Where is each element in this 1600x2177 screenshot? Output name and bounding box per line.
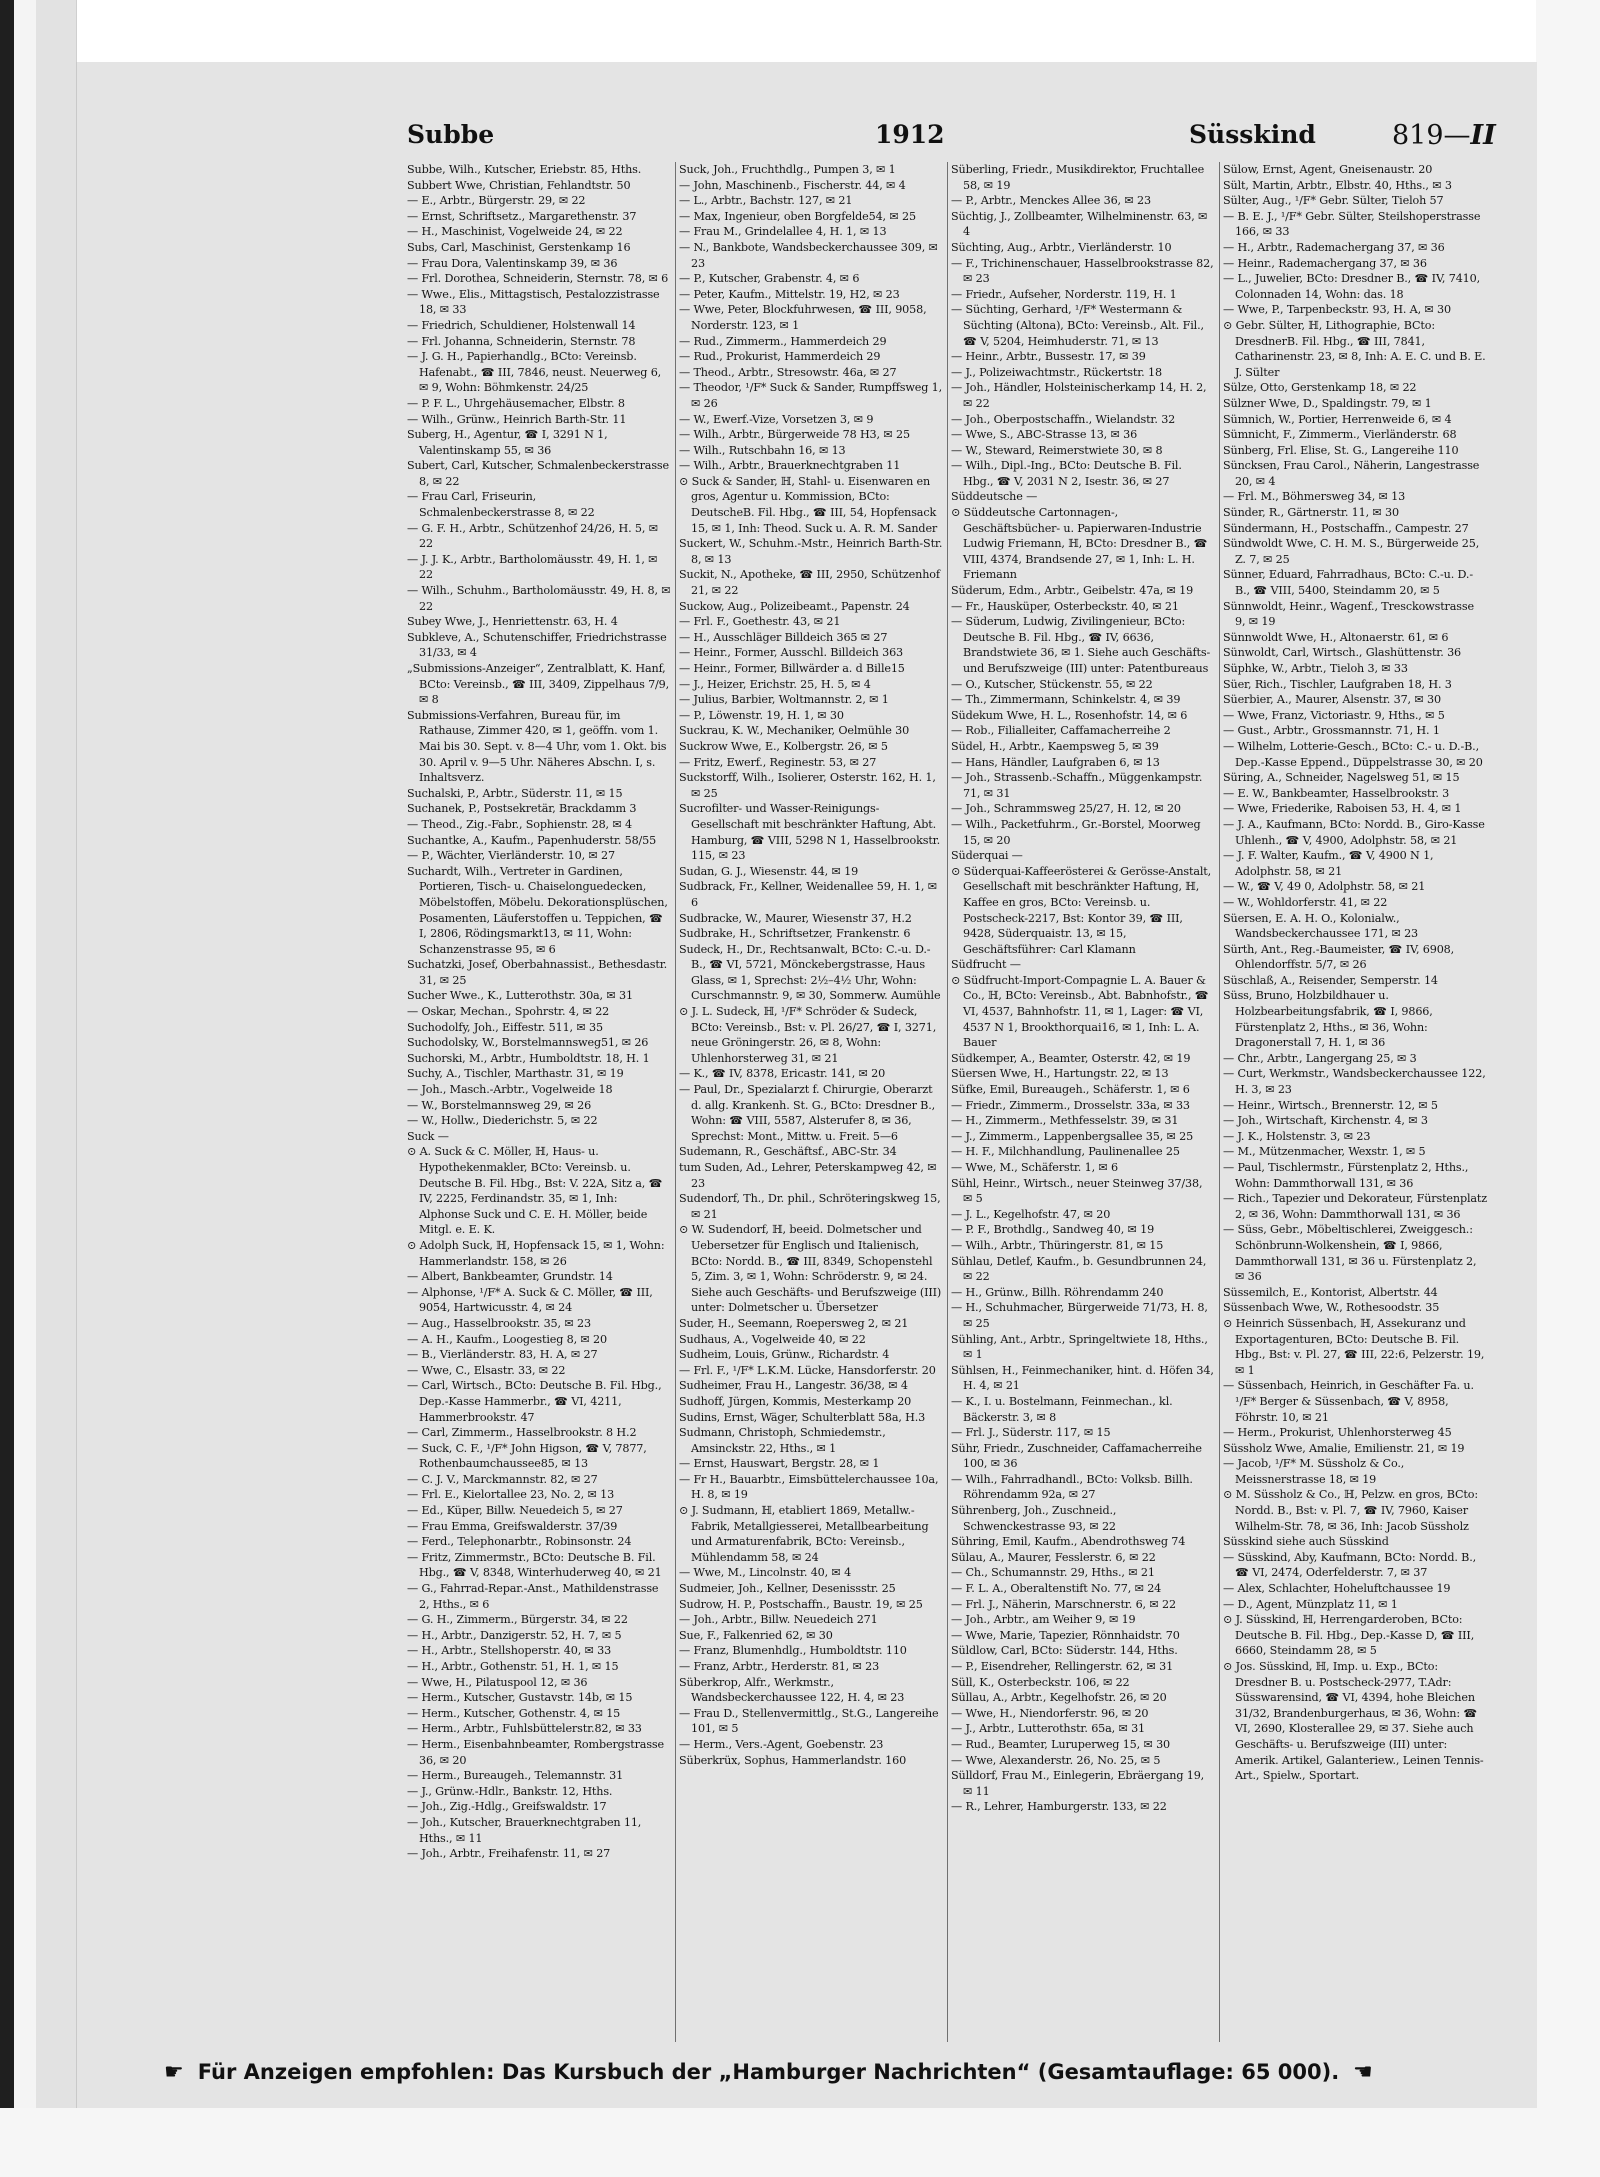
scan-edge-dark	[0, 0, 14, 2177]
directory-entry: — Heinr., Arbtr., Bussestr. 17, ✉ 39	[951, 350, 1146, 364]
directory-entry: — Curt, Werkmstr., Wandsbeckerchaussee 122, H. 3, ✉ 23	[1223, 1067, 1486, 1097]
directory-entry: Süncksen, Frau Carol., Näherin, Langestrasse 20, ✉ 4	[1223, 459, 1480, 488]
directory-entry: — Joh., Kutscher, Brauerknechtgraben 11, Hths., ✉ 11	[407, 1815, 642, 1845]
directory-entry: Süchting, Aug., Arbtr., Vierländerstr. 10	[951, 240, 1172, 254]
directory-entry: — Wwe, M., Schäferstr. 1, ✉ 6	[951, 1161, 1118, 1174]
directory-entry: — Frl. Dorothea, Schneiderin, Sternstr. 78, ✉ 6	[407, 272, 669, 286]
directory-entry: — O., Kutscher, Stückenstr. 55, ✉ 22	[951, 677, 1153, 691]
directory-entry: Suberg, H., Agentur, ☎ I, 3291 N 1, Valentinskamp 55, ✉ 36	[407, 428, 608, 457]
directory-entry: — H., Arbtr., Stellshoperstr. 40, ✉ 33	[407, 1644, 612, 1658]
directory-entry: — G., Fahrrad-Repar.-Anst., Mathildenstrasse 2, Hths., ✉ 6	[407, 1582, 659, 1611]
directory-entry: — Wwe, Peter, Blockfuhrwesen, ☎ III, 9058, Norderstr. 123, ✉ 1	[679, 303, 927, 332]
directory-entry: Suchodolfy, Joh., Eiffestr. 511, ✉ 35	[407, 1020, 603, 1034]
directory-entry: Sudmeier, Joh., Kellner, Desenissstr. 25	[679, 1582, 896, 1596]
directory-entry: — Frau Carl, Friseurin, Schmalenbeckerstrasse 8, ✉ 22	[407, 490, 595, 520]
directory-entry: — Wilh., Schuhm., Bartholomäusstr. 49, H. 8, ✉ 22	[407, 584, 671, 613]
directory-entry: Sünwoldt, Carl, Wirtsch., Glashüttenstr. 36	[1223, 646, 1462, 660]
directory-entry: — Rud., Beamter, Luruperweg 15, ✉ 30	[951, 1737, 1171, 1751]
directory-entry: — Herm., Kutscher, Gustavstr. 14b, ✉ 15	[407, 1691, 633, 1705]
directory-entry: — W., ☎ V, 49 0, Adolphstr. 58, ✉ 21	[1223, 880, 1426, 894]
directory-entry: Süersen Wwe, H., Hartungstr. 22, ✉ 13	[951, 1067, 1169, 1081]
directory-entry: — Wilhelm, Lotterie-Gesch., BCto: C.- u. D.-B., Dep.-Kasse Eppend., Düppelstrasse 30, ✉ 20	[1223, 739, 1483, 769]
directory-entry: — Wwe, Alexanderstr. 26, No. 25, ✉ 5	[951, 1753, 1161, 1767]
directory-entry: — W., Steward, Reimerstwiete 30, ✉ 8	[951, 443, 1163, 457]
previous-page-edge	[36, 0, 77, 2177]
directory-entry: — Max, Ingenieur, oben Borgfelde54, ✉ 25	[679, 209, 916, 223]
page-number-suffix: II	[1470, 120, 1496, 151]
directory-entry: Südel, H., Arbtr., Kaempsweg 5, ✉ 39	[951, 739, 1159, 753]
business-advertisement-entry: ⊙ Suck & Sander, ℍ, Stahl- u. Eisenwaren en gros, Agentur u. Kommission, BCto: DeutscheB. Fil. Hbg., ☎ III, 54, Hopfensack 15, ✉ 1, Inh: Theod. Suck u. A. R. M. Sander	[679, 474, 938, 535]
directory-entry: Süberling, Friedr., Musikdirektor, Fruchtallee 58, ✉ 19	[951, 163, 1205, 192]
directory-entry: — Frau M., Grindelallee 4, H. 1, ✉ 13	[679, 225, 887, 239]
directory-entry: — Wilh., Arbtr., Thüringerstr. 81, ✉ 15	[951, 1238, 1164, 1252]
directory-entry: Sünberg, Frl. Elise, St. G., Langereihe 110	[1223, 443, 1459, 457]
directory-entry: — B., Vierländerstr. 83, H. A, ✉ 27	[407, 1348, 598, 1362]
directory-entry: — Süderum, Ludwig, Zivilingenieur, BCto: Deutsche B. Fil. Hbg., ☎ IV, 6636, Brandstwiete 36, ✉ 1. Siehe auch Geschäfts- und Berufszweige (III) unter: Patentbureaus	[951, 615, 1211, 675]
directory-entry: — Wwe, H., Pilatuspool 12, ✉ 36	[407, 1675, 588, 1689]
business-advertisement-entry: ⊙ Jos. Süsskind, ℍ, Imp. u. Exp., BCto: Dresdner B. u. Postscheck-2977, T.Adr: Süsswarensind, ☎ VI, 4394, hohe Bleichen 31/32, Brandenburgerhaus, ✉ 36, Wohn: ☎ VI, 2690, Klosterallee 29, ✉ 37. Siehe auch Geschäfts- u. Berufszweige (III) unter: Amerik. Artikel, Galanteriew., Leinen Tennis-Art., Spielw., Sportart.	[1223, 1660, 1484, 1783]
directory-entry: Süssenbach Wwe, W., Rothesoodstr. 35	[1223, 1301, 1440, 1315]
business-advertisement-entry: ⊙ A. Suck & C. Möller, ℍ, Haus- u. Hypothekenmakler, BCto: Vereinsb. u. Deutsche B. Fil. Hbg., Bst: V. 22A, Sitz a, ☎ IV, 2225, Ferdinandstr. 35, ✉ 1, Inh: Alphonse Suck und C. E. H. Möller, beide Mitgl. e. E. K.	[407, 1145, 663, 1237]
directory-entry: — P., Arbtr., Menckes Allee 36, ✉ 23	[951, 194, 1151, 208]
directory-entry: — L., Juwelier, BCto: Dresdner B., ☎ IV, 7410, Colonnaden 14, Wohn: das. 18	[1223, 272, 1481, 301]
directory-entry: Sült, Martin, Arbtr., Elbstr. 40, Hths., ✉ 3	[1223, 178, 1452, 192]
business-advertisement-entry: ⊙ Süderquai-Kaffeerösterei & Gerösse-Anstalt, Gesellschaft mit beschränkter Haftung, ℍ, Kaffee en gros, BCto: Vereinsb. u. Postscheck-2217, Bst: Kontor 39, ☎ III, 9428, Süderquaistr. 13, ✉ 15, Geschäftsführer: Carl Klamann	[951, 864, 1212, 956]
directory-entry: Sudemann, R., Geschäftsf., ABC-Str. 34	[679, 1145, 897, 1159]
directory-entry: Süderum, Edm., Arbtr., Geibelstr. 47a, ✉ 19	[951, 584, 1194, 598]
directory-entry: — J. F. Walter, Kaufm., ☎ V, 4900 N 1, Adolphstr. 58, ✉ 21	[1223, 849, 1434, 878]
directory-entry: — E. W., Bankbeamter, Hasselbrookstr. 3	[1223, 786, 1450, 800]
directory-entry: Suchardt, Wilh., Vertreter in Gardinen, Portieren, Tisch- u. Chaiselonguedecken, Möbelstoffen, Möbelu. Dekorationsplüschen, Posamenten, Läuferstoffen u. Teppichen, ☎ I, 2806, Rödingsmarkt13, ✉ 11, Wohn: Schanzenstrasse 95, ✉ 6	[407, 864, 668, 956]
directory-entry: Sucrofilter- und Wasser-Reinigungs-Gesellschaft mit beschränkter Haftung, Abt. Hamburg, ☎ VIII, 5298 N 1, Hasselbrookstr. 115, ✉ 23	[679, 802, 941, 863]
directory-entry: — Ed., Küper, Billw. Neuedeich 5, ✉ 27	[407, 1504, 623, 1518]
directory-entry: — Joh., Oberpostschaffn., Wielandstr. 32	[951, 412, 1176, 426]
directory-entry: — H., Schuhmacher, Bürgerweide 71/73, H. 8, ✉ 25	[951, 1301, 1208, 1330]
directory-entry: — Oskar, Mechan., Spohrstr. 4, ✉ 22	[407, 1005, 610, 1019]
directory-entry: „Submissions-Anzeiger“, Zentralblatt, K. Hanf, BCto: Vereinsb., ☎ III, 3409, Zippelhaus 7/9, ✉ 8	[407, 662, 670, 707]
directory-entry: — Rud., Zimmerm., Hammerdeich 29	[679, 334, 887, 348]
directory-entry: Suchanek, P., Postsekretär, Brackdamm 3	[407, 802, 637, 816]
directory-entry: — H., Maschinist, Vogelweide 24, ✉ 22	[407, 225, 623, 239]
running-head	[407, 120, 1497, 156]
directory-entry: Sue, F., Falkenried 62, ✉ 30	[679, 1628, 833, 1642]
directory-entry: — Fritz, Zimmermstr., BCto: Deutsche B. Fil. Hbg., ☎ V, 8348, Winterhuderweg 40, ✉ 21	[407, 1550, 662, 1580]
directory-entry: — H., Arbtr., Danzigerstr. 52, H. 7, ✉ 5	[407, 1628, 622, 1642]
directory-entry: — Wilh., Packetfuhrm., Gr.-Borstel, Moorweg 15, ✉ 20	[951, 817, 1201, 847]
directory-entry: — W., Hollw., Diederichstr. 5, ✉ 22	[407, 1114, 598, 1128]
pointing-hand-right-icon: ☛	[164, 2060, 184, 2085]
directory-entry: Süderquai —	[951, 849, 1023, 863]
directory-entry: — Heinr., Wirtsch., Brennerstr. 12, ✉ 5	[1223, 1098, 1438, 1112]
column-2	[679, 162, 943, 2042]
directory-entry: Suchorski, M., Arbtr., Humboldtstr. 18, H. 1	[407, 1051, 650, 1065]
directory-entry: Süer, Rich., Tischler, Laufgraben 18, H. 3	[1223, 677, 1452, 691]
directory-entry: — Aug., Hasselbrookstr. 35, ✉ 23	[407, 1316, 591, 1330]
directory-entry: Sudbrack, Fr., Kellner, Weidenallee 59, H. 1, ✉ 6	[679, 880, 937, 909]
directory-entry: Subert, Carl, Kutscher, Schmalenbeckerstrasse 8, ✉ 22	[407, 459, 669, 488]
directory-entry: Süllau, A., Arbtr., Kegelhofstr. 26, ✉ 20	[951, 1691, 1167, 1705]
directory-entry: — Wwe, H., Niendorferstr. 96, ✉ 20	[951, 1706, 1149, 1720]
directory-entry: — Fritz, Ewerf., Reginestr. 53, ✉ 27	[679, 755, 877, 769]
directory-entry: Sühlau, Detlef, Kaufm., b. Gesundbrunnen 24, ✉ 22	[951, 1254, 1207, 1284]
directory-entry: — E., Arbtr., Bürgerstr. 29, ✉ 22	[407, 194, 586, 208]
directory-entry: — M., Mützenmacher, Wexstr. 1, ✉ 5	[1223, 1145, 1426, 1159]
directory-entry: Süphke, W., Arbtr., Tieloh 3, ✉ 33	[1223, 662, 1408, 675]
directory-entry: Subbert Wwe, Christian, Fehlandtstr. 50	[407, 178, 631, 192]
directory-entry: — Alphonse, ¹/F* A. Suck & C. Möller, ☎ III, 9054, Hartwicusstr. 4, ✉ 24	[407, 1285, 653, 1315]
directory-entry: Süfke, Emil, Bureaugeh., Schäferstr. 1, ✉ 6	[951, 1083, 1190, 1097]
directory-entry: — Wilh., Rutschbahn 16, ✉ 13	[679, 443, 846, 457]
directory-entry: — Frl. E., Kielortallee 23, No. 2, ✉ 13	[407, 1488, 615, 1502]
directory-entry: — J., Zimmerm., Lappenbergsallee 35, ✉ 25	[951, 1129, 1194, 1143]
directory-entry: — Joh., Arbtr., am Weiher 9, ✉ 19	[951, 1613, 1136, 1627]
directory-entry: — W., Ewerf.-Vize, Vorsetzen 3, ✉ 9	[679, 412, 874, 426]
directory-entry: — Frl. F., Goethestr. 43, ✉ 21	[679, 615, 841, 629]
directory-entry: Süberkrop, Alfr., Werkmstr., Wandsbeckerchaussee 122, H. 4, ✉ 23	[679, 1675, 905, 1705]
directory-entry: Süchtig, J., Zollbeamter, Wilhelminenstr. 63, ✉ 4	[951, 209, 1208, 239]
directory-entry: — Friedr., Zimmerm., Drosselstr. 33a, ✉ 33	[951, 1098, 1190, 1112]
directory-entry: — Frau D., Stellenvermittlg., St.G., Langereihe 101, ✉ 5	[679, 1706, 939, 1736]
column-4	[1223, 162, 1487, 2042]
directory-entry: Süddeutsche —	[951, 490, 1038, 504]
directory-entry: Sucher Wwe., K., Lutterothstr. 30a, ✉ 31	[407, 989, 633, 1003]
directory-entry: Sülzner Wwe, D., Spaldingstr. 79, ✉ 1	[1223, 396, 1432, 410]
directory-entry: — Frl. Johanna, Schneiderin, Sternstr. 78	[407, 334, 636, 348]
directory-entry: — Herm., Arbtr., Fuhlsbüttelerstr.82, ✉ 33	[407, 1722, 642, 1736]
directory-entry: — B. E. J., ¹/F* Gebr. Sülter, Steilshoperstrasse 166, ✉ 33	[1223, 209, 1481, 239]
directory-entry: — H., Arbtr., Gothenstr. 51, H. 1, ✉ 15	[407, 1660, 619, 1673]
directory-entry: Sünnwoldt Wwe, H., Altonaerstr. 61, ✉ 6	[1223, 630, 1449, 644]
directory-entry: Suckit, N., Apotheke, ☎ III, 2950, Schützenhof 21, ✉ 22	[679, 568, 940, 598]
footer-text: Für Anzeigen empfohlen: Das Kursbuch der „Hamburger Nachrichten“ (Gesamtauflage: 65 000).	[197, 2060, 1340, 2084]
directory-entry: — Hans, Händler, Laufgraben 6, ✉ 13	[951, 755, 1160, 769]
directory-entry: Süss, Bruno, Holzbildhauer u. Holzbearbeitungsfabrik, ☎ I, 9866, Fürstenplatz 2, Hths., ✉ 36, Wohn: Dragonerstall 7, H. 1, ✉ 36	[1223, 989, 1433, 1050]
directory-entry: Suckrau, K. W., Mechaniker, Oelmühle 30	[679, 724, 910, 738]
directory-entry: — Joh., Händler, Holsteinischerkamp 14, H. 2, ✉ 22	[951, 381, 1207, 410]
directory-entry: — Carl, Wirtsch., BCto: Deutsche B. Fil. Hbg., Dep.-Kasse Hammerbr., ☎ VI, 4211, Hammerbrookstr. 47	[407, 1379, 662, 1424]
directory-entry: — Albert, Bankbeamter, Grundstr. 14	[407, 1270, 613, 1284]
directory-entry: Süberkrüx, Sophus, Hammerlandstr. 160	[679, 1753, 907, 1767]
directory-entry: — N., Bankbote, Wandsbeckerchaussee 309, ✉ 23	[679, 240, 938, 270]
directory-entry: — Herm., Vers.-Agent, Goebenstr. 23	[679, 1737, 884, 1751]
directory-entry: — K., I. u. Bostelmann, Feinmechan., kl. Bäckerstr. 3, ✉ 8	[951, 1394, 1173, 1424]
directory-entry: Sülau, A., Maurer, Fesslerstr. 6, ✉ 22	[951, 1550, 1156, 1564]
directory-entry: — Frl. M., Böhmersweg 34, ✉ 13	[1223, 490, 1406, 504]
directory-entry: — P., Kutscher, Grabenstr. 4, ✉ 6	[679, 272, 860, 286]
running-head-last-name: Süsskind	[1189, 120, 1316, 149]
directory-entry: — Süsskind, Aby, Kaufmann, BCto: Nordd. B., ☎ VI, 2474, Oderfelderstr. 7, ✉ 37	[1223, 1550, 1477, 1580]
directory-entry: — Paul, Dr., Spezialarzt f. Chirurgie, Oberarzt d. allg. Krankenh. St. G., BCto: Dresdner B., Wohn: ☎ VIII, 5587, Alsterufer 8, ✉ 36, Sprechst: Mont., Mittw. u. Freit. 5—6	[679, 1083, 936, 1143]
directory-entry: Suchodolsky, W., Borstelmannsweg51, ✉ 26	[407, 1036, 649, 1050]
directory-entry: Süerbier, A., Maurer, Alsenstr. 37, ✉ 30	[1223, 693, 1441, 707]
directory-entry: — J. A., Kaufmann, BCto: Nordd. B., Giro-Kasse Uhlenh., ☎ V, 4900, Adolphstr. 58, ✉ 21	[1223, 817, 1485, 847]
directory-entry: Sülow, Ernst, Agent, Gneisenaustr. 20	[1223, 163, 1433, 176]
directory-entry: Sudendorf, Th., Dr. phil., Schröteringskweg 15, ✉ 21	[679, 1192, 941, 1221]
directory-entry: Sünner, Eduard, Fahrradhaus, BCto: C.-u. D.-B., ☎ VIII, 5400, Steindamm 20, ✉ 5	[1223, 568, 1473, 598]
directory-entry: — Fr H., Bauarbtr., Eimsbüttelerchaussee 10a, H. 8, ✉ 19	[679, 1472, 939, 1502]
directory-entry: Sühl, Heinr., Wirtsch., neuer Steinweg 37/38, ✉ 5	[951, 1176, 1203, 1206]
directory-entry: — Rob., Filialleiter, Caffamacherreihe 2	[951, 724, 1171, 738]
directory-entry: Sündermann, H., Postschaffn., Campestr. 27	[1223, 521, 1469, 535]
directory-entry: — P., Löwenstr. 19, H. 1, ✉ 30	[679, 708, 844, 722]
directory-entry: — H., Ausschläger Billdeich 365 ✉ 27	[679, 630, 888, 644]
directory-entry: — G. H., Zimmerm., Bürgerstr. 34, ✉ 22	[407, 1613, 628, 1627]
directory-entry: — Rud., Prokurist, Hammerdeich 29	[679, 350, 881, 364]
directory-entry: — Süssenbach, Heinrich, in Geschäfter Fa. u. ¹/F* Berger & Süssenbach, ☎ V, 8958, Föhrstr. 10, ✉ 21	[1223, 1379, 1474, 1424]
directory-entry: — Heinr., Rademachergang 37, ✉ 36	[1223, 256, 1427, 270]
directory-entry: — Carl, Zimmerm., Hasselbrookstr. 8 H.2	[407, 1426, 637, 1440]
directory-entry: — Ernst, Schriftsetz., Margarethenstr. 37	[407, 209, 637, 223]
directory-entry: Sühlsen, H., Feinmechaniker, hint. d. Höfen 34, H. 4, ✉ 21	[951, 1363, 1214, 1393]
directory-entry: — Joh., Strassenb.-Schaffn., Müggenkampstr. 71, ✉ 31	[951, 771, 1203, 800]
directory-entry: — L., Arbtr., Bachstr. 127, ✉ 21	[679, 194, 853, 208]
directory-entry: Sülze, Otto, Gerstenkamp 18, ✉ 22	[1223, 381, 1417, 395]
directory-entry: — Peter, Kaufm., Mittelstr. 19, H2, ✉ 23	[679, 287, 900, 301]
directory-entry: Suck, Joh., Fruchthdlg., Pumpen 3, ✉ 1	[679, 163, 896, 176]
business-advertisement-entry: ⊙ Gebr. Sülter, ℍ, Lithographie, BCto: DresdnerB. Fil. Hbg., ☎ III, 7841, Catharinenstr. 23, ✉ 8, Inh: A. E. C. und B. E. J. Sülter	[1223, 318, 1486, 379]
directory-entry: Sudheimer, Frau H., Langestr. 36/38, ✉ 4	[679, 1379, 908, 1393]
directory-entry: — Gust., Arbtr., Grossmannstr. 71, H. 1	[1223, 724, 1440, 738]
directory-entry: — Wilh., Grünw., Heinrich Barth-Str. 11	[407, 412, 627, 426]
directory-entry: Süssemilch, E., Kontorist, Albertstr. 44	[1223, 1285, 1438, 1299]
scan-bottom-margin	[0, 2108, 1600, 2177]
directory-entry: — F., Trichinenschauer, Hasselbrookstrasse 82, ✉ 23	[951, 256, 1214, 286]
directory-entry: — Franz, Blumenhdlg., Humboldtstr. 110	[679, 1644, 907, 1658]
directory-entry: Suck —	[407, 1129, 449, 1143]
directory-entry: Süll, K., Osterbeckstr. 106, ✉ 22	[951, 1675, 1130, 1689]
business-advertisement-entry: ⊙ Adolph Suck, ℍ, Hopfensack 15, ✉ 1, Wohn: Hammerlandstr. 158, ✉ 26	[407, 1238, 665, 1268]
directory-entry: — Heinr., Former, Ausschl. Billdeich 363	[679, 646, 904, 660]
directory-entry: Süersen, E. A. H. O., Kolonialw., Wandsbeckerchaussee 171, ✉ 23	[1223, 911, 1419, 941]
column-rule	[1219, 162, 1220, 2042]
directory-entry: — W., Wohldorferstr. 41, ✉ 22	[1223, 895, 1388, 909]
directory-entry: — Ernst, Hauswart, Bergstr. 28, ✉ 1	[679, 1457, 880, 1471]
directory-entry: Sürth, Ant., Reg.-Baumeister, ☎ IV, 6908, Ohlendorffstr. 5/7, ✉ 26	[1223, 942, 1455, 972]
directory-entry: Subbe, Wilh., Kutscher, Eriebstr. 85, Hths.	[407, 163, 642, 176]
directory-entry: — J. J. K., Arbtr., Bartholomäusstr. 49, H. 1, ✉ 22	[407, 552, 658, 582]
directory-entry: — Frl. J., Süderstr. 117, ✉ 15	[951, 1426, 1111, 1440]
directory-entry: — K., ☎ IV, 8378, Ericastr. 141, ✉ 20	[679, 1067, 886, 1081]
directory-entry: — Suck, C. F., ¹/F* John Higson, ☎ V, 7877, Rothenbaumchaussee85, ✉ 13	[407, 1441, 647, 1471]
directory-entry: — Wilh., Arbtr., Brauerknechtgraben 11	[679, 459, 901, 473]
directory-entry: — Ferd., Telephonarbtr., Robinsonstr. 24	[407, 1535, 632, 1549]
directory-entry: — H., Grünw., Billh. Röhrendamm 240	[951, 1285, 1164, 1299]
directory-entry: — P. F. L., Uhrgehäusemacher, Elbstr. 8	[407, 396, 625, 410]
directory-entry: — W., Borstelmannsweg 29, ✉ 26	[407, 1098, 592, 1112]
directory-entry: Sudheim, Louis, Grünw., Richardstr. 4	[679, 1348, 890, 1362]
directory-page	[76, 62, 1537, 2108]
column-3	[951, 162, 1215, 2042]
pointing-hand-left-icon: ☛	[1353, 2060, 1373, 2085]
directory-entry: — Wilh., Fahrradhandl., BCto: Volksb. Billh. Röhrendamm 92a, ✉ 27	[951, 1472, 1193, 1502]
directory-entry: Suckstorff, Wilh., Isolierer, Osterstr. 162, H. 1, ✉ 25	[679, 771, 936, 800]
directory-entry: Sünder, R., Gärtnerstr. 11, ✉ 30	[1223, 506, 1399, 520]
directory-entry: Sühling, Ant., Arbtr., Springeltwiete 18, Hths., ✉ 1	[951, 1332, 1208, 1362]
directory-entry: — Joh., Wirtschaft, Kirchenstr. 4, ✉ 3	[1223, 1114, 1428, 1128]
directory-entry: — Herm., Bureaugeh., Telemannstr. 31	[407, 1769, 624, 1783]
directory-entry: — Herm., Eisenbahnbeamter, Rombergstrasse 36, ✉ 20	[407, 1737, 664, 1767]
directory-entry: — Joh., Arbtr., Freihafenstr. 11, ✉ 27	[407, 1847, 611, 1861]
directory-columns	[407, 162, 1489, 2092]
directory-entry: — Wwe, Franz, Victoriastr. 9, Hths., ✉ 5	[1223, 708, 1445, 722]
directory-entry: — Joh., Masch.-Arbtr., Vogelweide 18	[407, 1083, 613, 1097]
directory-entry: — J., Heizer, Erichstr. 25, H. 5, ✉ 4	[679, 677, 871, 691]
directory-entry: — Süss, Gebr., Möbeltischlerei, Zweiggesch.: Schönbrunn-Wolkenshein, ☎ I, 9866, Dammthorwall 131, ✉ 36 u. Fürstenplatz 2, ✉ 36	[1223, 1223, 1477, 1284]
directory-entry: Sudhaus, A., Vogelweide 40, ✉ 22	[679, 1332, 866, 1346]
directory-entry: — Wwe, M., Lincolnstr. 40, ✉ 4	[679, 1566, 852, 1580]
advertisement-footer	[150, 2060, 1450, 2094]
directory-entry: Suckert, W., Schuhm.-Mstr., Heinrich Barth-Str. 8, ✉ 13	[679, 537, 943, 566]
directory-entry: — Wwe, Friederike, Raboisen 53, H. 4, ✉ 1	[1223, 802, 1462, 816]
directory-entry: Südekum Wwe, H. L., Rosenhofstr. 14, ✉ 6	[951, 708, 1188, 722]
directory-entry: Sudan, G. J., Wiesenstr. 44, ✉ 19	[679, 864, 859, 878]
directory-entry: — C. J. V., Marckmannstr. 82, ✉ 27	[407, 1472, 598, 1486]
directory-entry: Sülldorf, Frau M., Einlegerin, Ebräergang 19, ✉ 11	[951, 1769, 1205, 1798]
directory-entry: — Paul, Tischlermstr., Fürstenplatz 2, Hths., Wohn: Dammthorwall 131, ✉ 36	[1223, 1161, 1469, 1190]
directory-entry: — Süchting, Gerhard, ¹/F* Westermann & Süchting (Altona), BCto: Vereinsb., Alt. Fil., ☎ V, 5204, Heimhuderstr. 71, ✉ 13	[951, 303, 1204, 348]
directory-entry: — H., Zimmerm., Methfesselstr. 39, ✉ 31	[951, 1114, 1179, 1128]
directory-entry: — Franz, Arbtr., Herderstr. 81, ✉ 23	[679, 1660, 880, 1673]
directory-entry: — J. K., Holstenstr. 3, ✉ 23	[1223, 1129, 1371, 1143]
directory-entry: — Friedrich, Schuldiener, Holstenwall 14	[407, 318, 636, 332]
directory-entry: — Theodor, ¹/F* Suck & Sander, Rumpffsweg 1, ✉ 26	[679, 381, 943, 410]
directory-entry: Südkemper, A., Beamter, Osterstr. 42, ✉ 19	[951, 1051, 1191, 1065]
directory-entry: — J., Arbtr., Lutterothstr. 65a, ✉ 31	[951, 1722, 1146, 1736]
column-rule	[675, 162, 676, 2042]
directory-entry: Submissions-Verfahren, Bureau für, im Rathause, Zimmer 420, ✉ 1, geöffn. vom 1. Mai bis 30. Sept. v. 8—4 Uhr, vom 1. Okt. bis 30. April v. 9—5 Uhr. Näheres Abschn. I, s. Inhaltsverz.	[407, 708, 667, 785]
directory-entry: Sudeck, H., Dr., Rechtsanwalt, BCto: C.-u. D.-B., ☎ VI, 5721, Mönckebergstrasse, Haus Glass, ✉ 1, Sprechst: 2½–4½ Uhr, Wohn: Curschmannstr. 9, ✉ 30, Sommerw. Aumühle	[679, 942, 941, 1003]
directory-entry: — Theod., Zig.-Fabr., Sophienstr. 28, ✉ 4	[407, 817, 632, 831]
directory-entry: — Wilh., Dipl.-Ing., BCto: Deutsche B. Fil. Hbg., ☎ V, 2031 N 2, Isestr. 36, ✉ 27	[951, 459, 1182, 488]
directory-entry: — John, Maschinenb., Fischerstr. 44, ✉ 4	[679, 178, 906, 192]
directory-entry: — Joh., Zig.-Hdlg., Greifswaldstr. 17	[407, 1800, 607, 1814]
directory-entry: Suchalski, P., Arbtr., Süderstr. 11, ✉ 15	[407, 786, 623, 800]
directory-entry: — P. F., Brothdlg., Sandweg 40, ✉ 19	[951, 1223, 1155, 1237]
directory-entry: — P., Wächter, Vierländerstr. 10, ✉ 27	[407, 849, 615, 863]
directory-entry: Süschlaß, A., Reisender, Semperstr. 14	[1223, 973, 1438, 987]
directory-entry: Sudrow, H. P., Postschaffn., Baustr. 19, ✉ 25	[679, 1597, 923, 1611]
page-number-prefix: 819—	[1392, 120, 1471, 151]
directory-entry: — J., Grünw.-Hdlr., Bankstr. 12, Hths.	[407, 1784, 613, 1798]
business-advertisement-entry: ⊙ J. Sudmann, ℍ, etabliert 1869, Metallw.-Fabrik, Metallgiesserei, Metallbearbeitung und Armaturenfabrik, BCto: Vereinsb., Mühlendamm 58, ✉ 24	[679, 1504, 929, 1564]
directory-entry: — Friedr., Aufseher, Norderstr. 119, H. 1	[951, 287, 1177, 301]
directory-entry: — Jacob, ¹/F* M. Süssholz & Co., Meissnerstrasse 18, ✉ 19	[1223, 1457, 1405, 1486]
directory-entry: Suder, H., Seemann, Roepersweg 2, ✉ 21	[679, 1316, 909, 1330]
scan-right-margin	[1536, 0, 1600, 2177]
business-advertisement-entry: ⊙ Süddeutsche Cartonnagen-, Geschäftsbücher- u. Papierwaren-Industrie Ludwig Friemann, ℍ, BCto: Dresdner B., ☎ VIII, 4374, Brandsende 27, ✉ 1, Inh: L. H. Friemann	[951, 506, 1208, 582]
directory-entry: Sudbrake, H., Schriftsetzer, Frankenstr. 6	[679, 927, 911, 941]
business-advertisement-entry: ⊙ J. L. Sudeck, ℍ, ¹/F* Schröder & Sudeck, BCto: Vereinsb., Bst: v. Pl. 26/27, ☎ I, 3271, neue Gröningerstr. 26, ✉ 8, Wohn: Uhlenhorsterweg 31, ✉ 21	[679, 1005, 937, 1065]
directory-entry: — G. F. H., Arbtr., Schützenhof 24/26, H. 5, ✉ 22	[407, 521, 658, 551]
directory-entry: — Wwe, C., Elsastr. 33, ✉ 22	[407, 1363, 566, 1377]
directory-entry: — Rich., Tapezier und Dekorateur, Fürstenplatz 2, ✉ 36, Wohn: Dammthorwall 131, ✉ 36	[1223, 1192, 1487, 1221]
directory-entry: — Joh., Arbtr., Billw. Neuedeich 271	[679, 1613, 878, 1627]
directory-entry: — Ch., Schumannstr. 29, Hths., ✉ 21	[951, 1566, 1155, 1580]
directory-entry: — Joh., Schrammsweg 25/27, H. 12, ✉ 20	[951, 802, 1181, 816]
directory-entry: — D., Agent, Münzplatz 11, ✉ 1	[1223, 1597, 1398, 1611]
directory-entry: Sündwoldt Wwe, C. H. M. S., Bürgerweide 25, Z. 7, ✉ 25	[1223, 537, 1480, 566]
page-number	[1392, 120, 1496, 151]
running-head-year: 1912	[875, 120, 945, 149]
directory-entry: Subkleve, A., Schutenschiffer, Friedrichstrasse 31/33, ✉ 4	[407, 630, 667, 660]
business-advertisement-entry: ⊙ M. Süssholz & Co., ℍ, Pelzw. en gros, BCto: Nordd. B., Bst: v. Pl. 7, ☎ IV, 7960, Kaiser Wilhelm-Str. 78, ✉ 36, Inh: Jacob Süssholz	[1223, 1488, 1478, 1533]
directory-entry: Subey Wwe, J., Henriettenstr. 63, H. 4	[407, 615, 618, 629]
directory-entry: — Herm., Kutscher, Gothenstr. 4, ✉ 15	[407, 1706, 621, 1720]
directory-entry: Suchatzki, Josef, Oberbahnassist., Bethesdastr. 31, ✉ 25	[407, 958, 668, 987]
directory-entry: — H., Arbtr., Rademachergang 37, ✉ 36	[1223, 240, 1445, 254]
directory-entry: Sümnich, W., Portier, Herrenweide 6, ✉ 4	[1223, 412, 1452, 426]
directory-entry: — Frl. J., Näherin, Marschnerstr. 6, ✉ 22	[951, 1597, 1176, 1611]
scan-edge-gap	[14, 0, 36, 2177]
directory-entry: Suckrow Wwe, E., Kolbergstr. 26, ✉ 5	[679, 739, 888, 753]
directory-entry: Suchy, A., Tischler, Marthastr. 31, ✉ 19	[407, 1067, 624, 1081]
directory-entry: — Heinr., Former, Billwärder a. d Bille15	[679, 662, 905, 675]
directory-entry: Sümnicht, F., Zimmerm., Vierländerstr. 68	[1223, 428, 1457, 442]
directory-entry: — Theod., Arbtr., Stresowstr. 46a, ✉ 27	[679, 365, 897, 379]
directory-entry: — H. F., Milchhandlung, Paulinenallee 25	[951, 1145, 1180, 1159]
running-head-first-name: Subbe	[407, 120, 495, 149]
directory-entry: — Frl. F., ¹/F* L.K.M. Lücke, Hansdorferstr. 20	[679, 1363, 936, 1377]
directory-entry: — J. L., Kegelhofstr. 47, ✉ 20	[951, 1207, 1111, 1221]
directory-entry: — Chr., Arbtr., Langergang 25, ✉ 3	[1223, 1051, 1417, 1065]
directory-entry: Sudbracke, W., Maurer, Wiesenstr 37, H.2	[679, 911, 912, 925]
column-1	[407, 162, 671, 2042]
directory-entry: Süsskind siehe auch Süsskind	[1223, 1535, 1389, 1549]
directory-entry: — R., Lehrer, Hamburgerstr. 133, ✉ 22	[951, 1800, 1167, 1814]
directory-entry: Süring, A., Schneider, Nagelsweg 51, ✉ 15	[1223, 771, 1460, 785]
directory-entry: Sühr, Friedr., Zuschneider, Caffamacherreihe 100, ✉ 36	[951, 1441, 1202, 1471]
directory-entry: — J. G. H., Papierhandlg., BCto: Vereinsb. Hafenabt., ☎ III, 7846, neust. Neuerweg 6, ✉ 9, Wohn: Böhmkenstr. 24/25	[407, 350, 662, 395]
directory-entry: — Wwe, S., ABC-Strasse 13, ✉ 36	[951, 428, 1138, 442]
directory-entry: Sühring, Emil, Kaufm., Abendrothsweg 74	[951, 1535, 1186, 1549]
business-advertisement-entry: ⊙ Südfrucht-Import-Compagnie L. A. Bauer & Co., ℍ, BCto: Vereinsb., Abt. Babnhofstr., ☎ VI, 4537, Bahnhofstr. 11, ✉ 1, Lager: ☎ VI, 4537 N 1, Brookthorquai16, ✉ 1, Inh: L. A. Bauer	[951, 973, 1209, 1050]
directory-entry: Subs, Carl, Maschinist, Gerstenkamp 16	[407, 240, 631, 254]
directory-entry: — Wwe, Marie, Tapezier, Rönnhaidstr. 70	[951, 1628, 1180, 1642]
directory-entry: — Julius, Barbier, Woltmannstr. 2, ✉ 1	[679, 693, 889, 707]
directory-entry: Süssholz Wwe, Amalie, Emilienstr. 21, ✉ 19	[1223, 1441, 1465, 1455]
directory-entry: Suchantke, A., Kaufm., Papenhuderstr. 58/55	[407, 833, 657, 847]
directory-entry: — Wilh., Arbtr., Bürgerweide 78 H3, ✉ 25	[679, 428, 910, 442]
business-advertisement-entry: ⊙ J. Süsskind, ℍ, Herrengarderoben, BCto: Deutsche B. Fil. Hbg., Dep.-Kasse D, ☎ III, 6660, Steindamm 28, ✉ 5	[1223, 1613, 1475, 1658]
directory-entry: Sudins, Ernst, Wäger, Schulterblatt 58a, H.3	[679, 1410, 926, 1424]
directory-entry: tum Suden, Ad., Lehrer, Peterskampweg 42, ✉ 23	[679, 1161, 937, 1190]
directory-entry: — Fr., Hausküper, Osterbeckstr. 40, ✉ 21	[951, 599, 1179, 613]
directory-entry: Sünnwoldt, Heinr., Wagenf., Tresckowstrasse 9, ✉ 19	[1223, 599, 1474, 629]
directory-entry: Sudhoff, Jürgen, Kommis, Mesterkamp 20	[679, 1394, 912, 1408]
directory-entry: Südfrucht —	[951, 958, 1021, 972]
directory-entry: — A. H., Kaufm., Loogestieg 8, ✉ 20	[407, 1332, 607, 1346]
directory-entry: Sudmann, Christoph, Schmiedemstr., Amsinckstr. 22, Hths., ✉ 1	[679, 1426, 886, 1455]
directory-entry: — Th., Zimmermann, Schinkelstr. 4, ✉ 39	[951, 693, 1181, 707]
business-advertisement-entry: ⊙ W. Sudendorf, ℍ, beeid. Dolmetscher und Uebersetzer für Englisch und Italienisch, BCto: Nordd. B., ☎ III, 8349, Schopenstehl 5, Zim. 3, ✉ 1, Wohn: Schröderstr. 9, ✉ 24. Siehe auch Geschäfts- und Berufszweige (III) unter: Dolmetscher u. Übersetzer	[679, 1223, 942, 1315]
directory-entry: — Frau Dora, Valentinskamp 39, ✉ 36	[407, 256, 618, 270]
directory-entry: — J., Polizeiwachtmstr., Rückertstr. 18	[951, 365, 1162, 379]
directory-entry: — Alex, Schlachter, Hoheluftchaussee 19	[1223, 1582, 1451, 1596]
directory-entry: Sührenberg, Joh., Zuschneid., Schwenckestrasse 93, ✉ 22	[951, 1504, 1117, 1533]
directory-entry: — P., Eisendreher, Rellingerstr. 62, ✉ 31	[951, 1660, 1174, 1673]
business-advertisement-entry: ⊙ Heinrich Süssenbach, ℍ, Assekuranz und Exportagenturen, BCto: Deutsche B. Fil. Hbg., Bst: v. Pl. 27, ☎ III, 22:6, Pelzerstr. 19, ✉ 1	[1223, 1316, 1485, 1377]
directory-entry: — Frau Emma, Greifswalderstr. 37/39	[407, 1519, 618, 1533]
directory-entry: Süldlow, Carl, BCto: Süderstr. 144, Hths.	[951, 1644, 1178, 1658]
directory-entry: — Wwe, P., Tarpenbeckstr. 93, H. A, ✉ 30	[1223, 303, 1451, 317]
directory-entry: — Herm., Prokurist, Uhlenhorsterweg 45	[1223, 1426, 1452, 1440]
directory-entry: Sülter, Aug., ¹/F* Gebr. Sülter, Tieloh 57	[1223, 194, 1444, 208]
directory-entry: Suckow, Aug., Polizeibeamt., Papenstr. 24	[679, 599, 910, 613]
directory-entry: — F. L. A., Oberaltenstift No. 77, ✉ 24	[951, 1582, 1162, 1596]
directory-entry: — Wwe., Elis., Mittagstisch, Pestalozzistrasse 18, ✉ 33	[407, 287, 660, 317]
column-rule	[947, 162, 948, 2042]
